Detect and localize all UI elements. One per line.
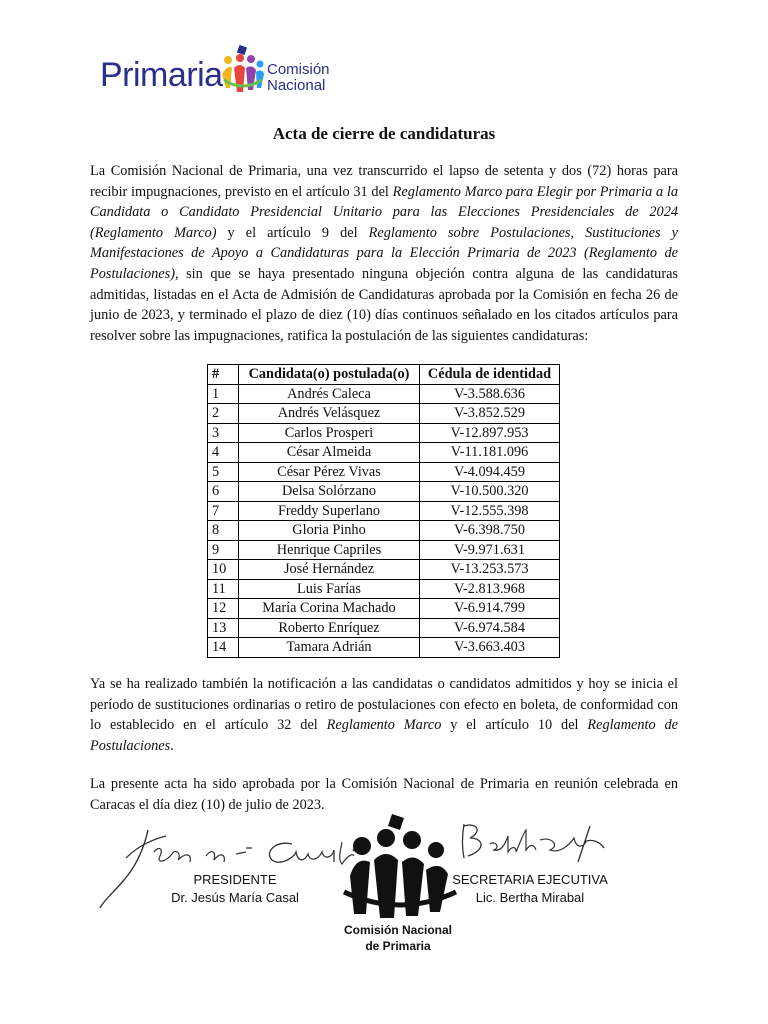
candidate-name: César Almeida — [239, 443, 420, 463]
secretary-role: SECRETARIA EJECUTIVA — [452, 872, 608, 887]
p1-text-e: sin que se haya presentado ninguna objeción contra alguna de las candidaturas admitidas, listadas en el Acta de Admisión de Candidaturas aprobada por la Comisión en fecha 26 de junio de 2023, y terminado el plazo de diez (10) días continuos señalado en los citados artículos para resolver sobre las impugnaciones, ratifica la postulación de las siguientes candidaturas: — [90, 265, 678, 344]
candidate-name: César Pérez Vivas — [239, 462, 420, 482]
p1-italic-reglamento-postulaciones: Reglamento sobre Postulaciones, Sustituciones y Manifestaciones de Apoyo a Candidaturas para la Elección Primaria de 2023 (Reglamento de Postulaciones), — [90, 224, 679, 282]
table-row — [208, 384, 560, 404]
candidate-id: V-12.897.953 — [420, 423, 560, 443]
candidate-id: V-12.555.398 — [420, 501, 560, 521]
table-row — [208, 540, 560, 560]
row-number: 3 — [208, 423, 239, 443]
candidate-id: V-10.500.320 — [420, 482, 560, 502]
header-number: # — [208, 365, 239, 385]
row-number: 14 — [208, 638, 239, 658]
table-row — [208, 443, 560, 463]
table-row — [208, 423, 560, 443]
table-row — [208, 599, 560, 619]
p2-text-e: . — [170, 737, 174, 754]
seal-line-1: Comisión Nacional — [343, 923, 453, 937]
row-number: 11 — [208, 579, 239, 599]
candidate-id: V-13.253.573 — [420, 560, 560, 580]
candidate-name: Freddy Superlano — [239, 501, 420, 521]
row-number: 13 — [208, 618, 239, 638]
row-number: 2 — [208, 404, 239, 424]
candidate-name: Delsa Solórzano — [239, 482, 420, 502]
candidate-id: V-6.398.750 — [420, 521, 560, 541]
row-number: 10 — [208, 560, 239, 580]
logo-subtitle — [267, 62, 330, 94]
seal-line-2: de Primaria — [365, 939, 431, 953]
p1-text-c: y el artículo 9 del — [216, 224, 369, 241]
row-number: 9 — [208, 540, 239, 560]
row-number: 8 — [208, 521, 239, 541]
p1-italic-reglamento-marco: Reglamento Marco para Elegir por Primaria a la Candidata o Candidato Presidencial Unitario para las Elecciones Presidenciales de 2024 (Reglamento Marco) — [90, 183, 678, 241]
p2-italic-reglamento-postulaciones: Reglamento de Postulaciones — [90, 717, 678, 754]
p2-text-a: Ya se ha realizado también la notificación a las candidatas o candidatos admitidos y hoy se inicia el período de sustituciones ordinarias o retiro de postulaciones con efecto en boleta, de conformidad con lo establecido en el artículo 32 del — [90, 676, 678, 734]
candidate-id: V-9.971.631 — [420, 540, 560, 560]
paragraph-notification — [90, 674, 678, 756]
president-name: Dr. Jesús María Casal — [171, 890, 299, 905]
seal-caption — [330, 922, 466, 954]
header-candidate: Candidata(o) postulada(o) — [239, 365, 420, 385]
candidate-id: V-3.663.403 — [420, 638, 560, 658]
candidate-id: V-3.588.636 — [420, 384, 560, 404]
candidate-id: V-2.813.968 — [420, 579, 560, 599]
president-block — [150, 871, 320, 907]
logo-sub-line-2: Nacional — [267, 77, 326, 94]
row-number: 4 — [208, 443, 239, 463]
candidate-name: María Corina Machado — [239, 599, 420, 619]
header-id: Cédula de identidad — [420, 365, 560, 385]
candidate-name: Roberto Enríquez — [239, 618, 420, 638]
candidate-name: Andrés Velásquez — [239, 404, 420, 424]
table-row — [208, 501, 560, 521]
row-number: 6 — [208, 482, 239, 502]
primaria-logo — [100, 44, 340, 104]
logo-wordmark: Primaria — [100, 56, 223, 94]
people-figures-icon — [218, 44, 266, 102]
table-row — [208, 482, 560, 502]
table-row — [208, 618, 560, 638]
row-number: 7 — [208, 501, 239, 521]
candidate-name: Luis Farías — [239, 579, 420, 599]
table-row — [208, 404, 560, 424]
row-number: 5 — [208, 462, 239, 482]
row-number: 1 — [208, 384, 239, 404]
president-role: PRESIDENTE — [193, 872, 277, 887]
table-row — [208, 579, 560, 599]
candidate-id: V-3.852.529 — [420, 404, 560, 424]
candidate-name: Andrés Caleca — [239, 384, 420, 404]
candidate-name: Gloria Pinho — [239, 521, 420, 541]
table-row — [208, 638, 560, 658]
row-number: 12 — [208, 599, 239, 619]
candidate-id: V-6.974.584 — [420, 618, 560, 638]
p2-italic-reglamento-marco: Reglamento Marco — [326, 717, 442, 734]
secretary-block — [440, 871, 620, 907]
paragraph-intro — [90, 161, 678, 346]
table-row — [208, 462, 560, 482]
candidate-name: José Hernández — [239, 560, 420, 580]
p1-text-a: La Comisión Nacional de Primaria, una vez transcurrido el lapso de setenta y dos (72) horas para recibir impugnaciones, previsto en el artículo 31 del — [90, 163, 678, 200]
candidate-id: V-6.914.799 — [420, 599, 560, 619]
candidate-name: Henrique Capriles — [239, 540, 420, 560]
candidate-name: Carlos Prosperi — [239, 423, 420, 443]
candidates-table — [207, 364, 560, 658]
secretary-signature — [456, 818, 608, 866]
candidate-name: Tamara Adrián — [239, 638, 420, 658]
document-title: Acta de cierre de candidaturas — [272, 124, 496, 143]
table-row — [208, 560, 560, 580]
p2-text-c: y el artículo 10 del — [441, 717, 588, 734]
candidate-id: V-11.181.096 — [420, 443, 560, 463]
table-body — [208, 384, 560, 657]
logo-sub-line-1: Comisión — [267, 61, 330, 78]
table-row — [208, 521, 560, 541]
candidate-id: V-4.094.459 — [420, 462, 560, 482]
table-header-row — [208, 365, 560, 385]
secretary-name: Lic. Bertha Mirabal — [475, 890, 585, 905]
paragraph-approval: La presente acta ha sido aprobada por la Comisión Nacional de Primaria en reunión celebrada en Caracas el día diez (10) de julio de 2023. — [90, 776, 678, 813]
